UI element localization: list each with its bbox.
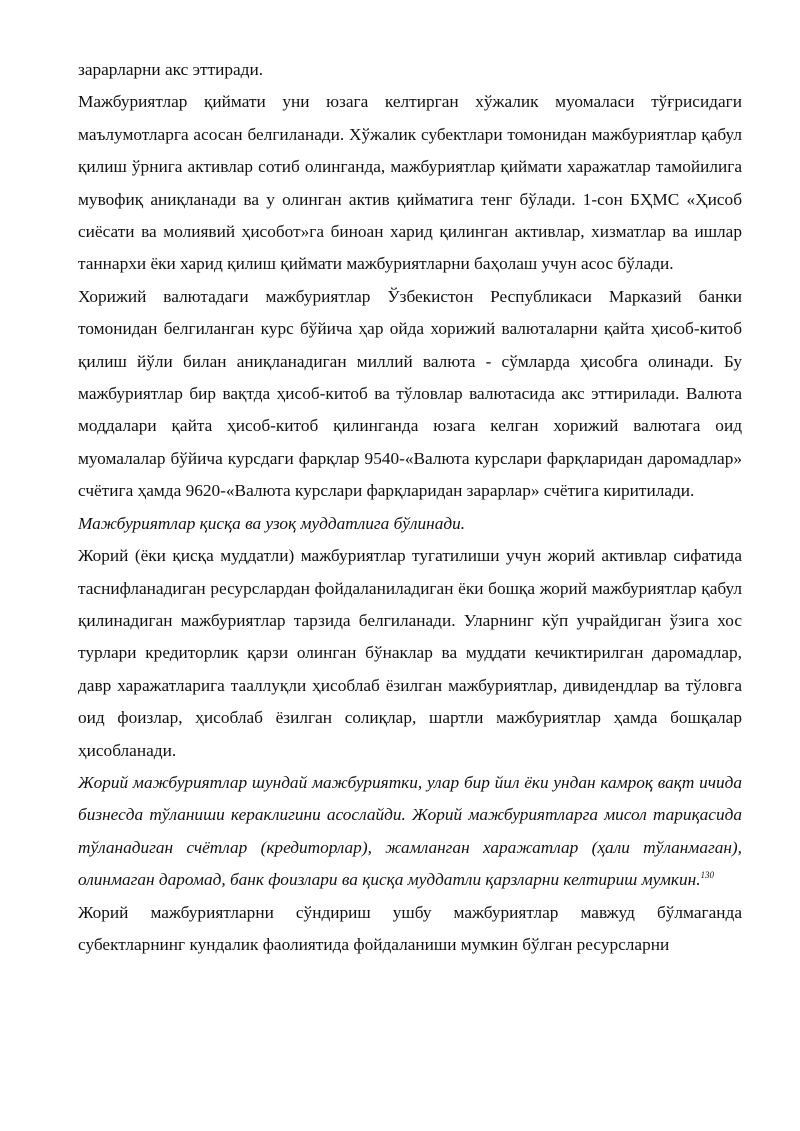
footnote-marker: 130 xyxy=(700,870,715,881)
paragraph-current-liabilities: Жорий (ёки қисқа муддатли) мажбуриятлар тугатилиши учун жорий активлар сифатида таснифланадиган ресурслардан фойдаланиладиган ёки бошқа жорий мажбуриятлар қабул қилинадиган мажбуриятлар тарзида белгиланади. Уларнинг кўп учрайдиган ўзига хос турлари кредиторлик қарзи олинган бўнаклар ва муддати кечиктирилган даромадлар, давр харажатларига тааллуқли ҳисоблаб ёзилган мажбуриятлар, дивидендлар ва тўловга оид фоизлар, ҳисоблаб ёзилган солиқлар, шартли мажбуриятлар ҳамда бошқалар ҳисобланади. xyxy=(78,546,742,760)
paragraph-short-long-term: Мажбуриятлар қисқа ва узоқ муддатлига бўлинади. xyxy=(78,513,466,533)
paragraph-liability-valuation: Мажбуриятлар қиймати уни юзага келтирган хўжалик муомаласи тўғрисидаги маълумотларга асосан белгиланади. Хўжалик субектлари томонидан мажбуриятлар қабул қилиш ўрнига активлар сотиб олинганда, мажбуриятлар қиймати харажатлар тамойилига мувофиқ аниқланади ва у олинган актив қийматига тенг бўлади. 1-сон БҲМС «Ҳисоб сиёсати ва молиявий ҳисобот»га биноан харид қилинган активлар, хизматлар ва ишлар таннархи ёки харид қилиш қиймати мажбуриятларни баҳолаш учун асос бўлади. xyxy=(78,92,742,274)
document-page xyxy=(78,54,742,961)
paragraph-current-liabilities-definition xyxy=(78,767,742,897)
paragraph-text: Жорий мажбуриятлар шундай мажбуриятки, улар бир йил ёки ундан камроқ вақт ичида бизнесда тўланиши кераклигини асослайди. Жорий мажбуриятларга мисол тариқасида тўланадиган счётлар (кредиторлар), жамланган харажатлар (ҳали тўланмаган), олинмаган даромад, банк фоизлари ва қисқа муддатли қарзларни келтириш мумкин. xyxy=(78,772,742,890)
paragraph-intro-fragment: зарарларни акс эттиради. xyxy=(78,60,264,79)
paragraph-settlement: Жорий мажбуриятларни сўндириш ушбу мажбуриятлар мавжуд бўлмаганда субектларнинг кундалик фаолиятида фойдаланиши мумкин бўлган ресурсларни xyxy=(78,902,742,954)
paragraph-foreign-currency: Хорижий валютадаги мажбуриятлар Ўзбекистон Республикаси Марказий банки томонидан белгиланган курс бўйича ҳар ойда хорижий валюталарни қайта ҳисоб-китоб қилиш йўли билан аниқланадиган миллий валюта - сўмларда ҳисобга олинади. Бу мажбуриятлар бир вақтда ҳисоб-китоб ва тўловлар валютасида акс эттирилади. Валюта моддалари қайта ҳисоб-китоб қилинганда юзага келган хорижий валютага оид муомалалар бўйича курсдаги фарқлар 9540-«Валюта курслари фарқларидан даромадлар» счётига ҳамда 9620-«Валюта курслари фарқларидан зарарлар» счётига киритилади. xyxy=(78,286,742,501)
